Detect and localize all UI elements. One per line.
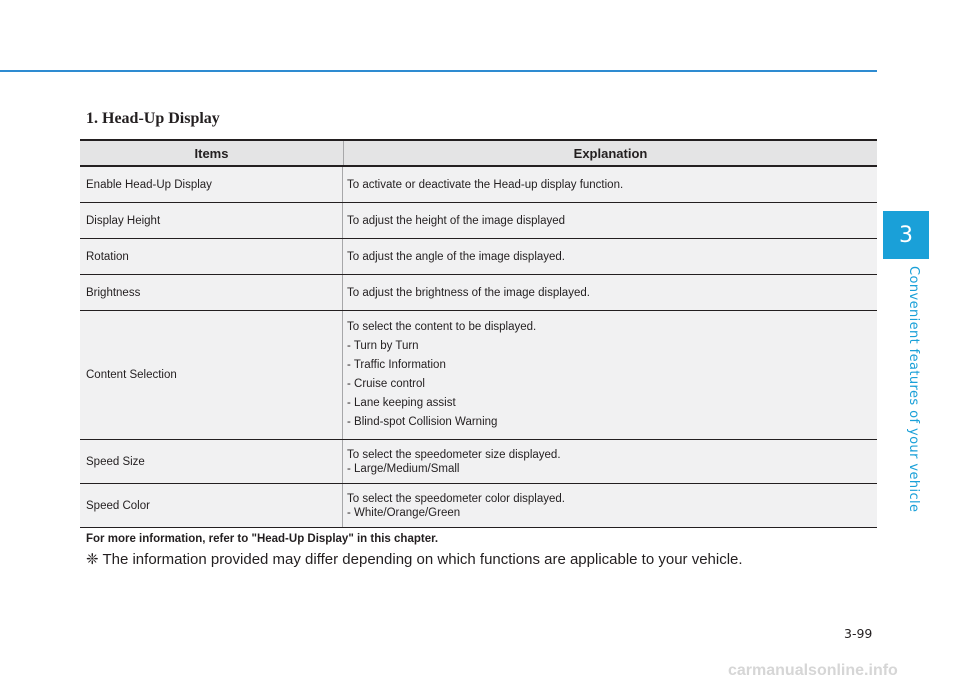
row-item: Speed Color (80, 484, 343, 527)
header-items: Items (80, 141, 344, 165)
table-row (80, 275, 877, 311)
section-title: 1. Head-Up Display (86, 110, 220, 127)
row-item: Speed Size (80, 440, 343, 483)
chapter-tab (883, 211, 929, 259)
table-row (80, 167, 877, 203)
explanation-line: - Large/Medium/Small (347, 462, 460, 475)
explanation-line: - Traffic Information (347, 359, 446, 371)
explanation-line: - Turn by Turn (347, 340, 419, 352)
explanation-line: - Cruise control (347, 378, 425, 390)
row-explanation (343, 275, 877, 310)
row-explanation (343, 484, 877, 527)
hud-settings-table (80, 139, 877, 528)
row-item: Brightness (80, 275, 343, 310)
disclaimer-note: ❈ The information provided may differ depending on which functions are applicable to your vehicle. (86, 551, 743, 568)
row-explanation (343, 167, 877, 202)
explanation-lines (347, 448, 561, 476)
more-info-note: For more information, refer to "Head-Up Display" in this chapter. (86, 533, 439, 545)
chapter-number: 3 (899, 222, 913, 248)
header-explanation: Explanation (573, 145, 648, 161)
explanation-line: To adjust the angle of the image displayed. (347, 250, 566, 263)
row-item: Display Height (80, 203, 343, 238)
row-explanation (343, 311, 877, 439)
explanation-line: To activate or deactivate the Head-up display function. (347, 178, 624, 191)
explanation-line: To select the content to be displayed. (347, 321, 537, 333)
table-row (80, 440, 877, 484)
table-row (80, 484, 877, 528)
watermark: carmanualsonline.info (728, 662, 898, 679)
row-item: Enable Head-Up Display (80, 167, 343, 202)
explanation-lines (347, 318, 536, 432)
explanation-lines (347, 492, 565, 520)
explanation-line: - White/Orange/Green (347, 506, 461, 519)
row-item: Content Selection (80, 311, 343, 439)
chapter-caption: Convenient features of your vehicle (906, 266, 921, 513)
row-explanation (343, 203, 877, 238)
top-rule (0, 70, 877, 72)
explanation-line: - Blind-spot Collision Warning (347, 416, 498, 428)
explanation-line: - Lane keeping assist (347, 397, 456, 409)
table-row (80, 239, 877, 275)
table-row (80, 311, 877, 440)
row-explanation (343, 239, 877, 274)
explanation-line: To adjust the height of the image displayed (347, 214, 566, 227)
table-row (80, 203, 877, 239)
explanation-line: To adjust the brightness of the image displayed. (347, 286, 590, 299)
explanation-line: To select the speedometer size displayed. (347, 448, 561, 461)
page-number: 3-99 (844, 626, 873, 641)
row-explanation (343, 440, 877, 483)
explanation-line: To select the speedometer color displayed. (347, 492, 565, 505)
row-item: Rotation (80, 239, 343, 274)
table-header (80, 141, 877, 167)
